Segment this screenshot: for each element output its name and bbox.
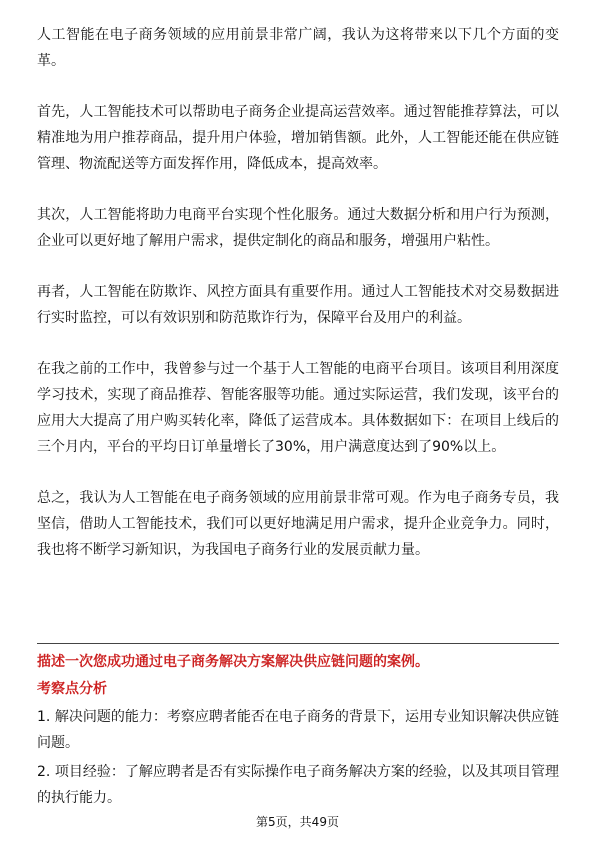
question-title: 描述一次您成功通过电子商务解决方案解决供应链问题的案例。 [37,654,429,670]
paragraph-conclusion: 总之，我认为人工智能在电子商务领域的应用前景非常可观。作为电子商务专员，我坚信，借助人工智能技术，我们可以更好地满足用户需求，提升企业竞争力。同时，我也将不断学习新知识，为我国电子商务行业的发展贡献力量。 [37,490,559,558]
analysis-point-problem-solving: 1. 解决问题的能力：考察应聘者能否在电子商务的背景下，运用专业知识解决供应链问题。 [37,709,559,751]
paragraph-fraud-control: 再者，人工智能在防欺诈、风控方面具有重要作用。通过人工智能技术对交易数据进行实时监控，可以有效识别和防范欺诈行为，保障平台及用户的利益。 [37,284,559,326]
paragraph-efficiency: 首先，人工智能技术可以帮助电子商务企业提高运营效率。通过智能推荐算法，可以精准地为用户推荐商品，提升用户体验，增加销售额。此外，人工智能还能在供应链管理、物流配送等方面发挥作用，降低成本，提高效率。 [37,104,559,172]
section-divider [37,643,559,644]
analysis-point-project-experience: 2. 项目经验：了解应聘者是否有实际操作电子商务解决方案的经验，以及其项目管理的执行能力。 [37,764,559,806]
analysis-heading: 考察点分析 [37,681,107,697]
paragraph-project-experience: 在我之前的工作中，我曾参与过一个基于人工智能的电商平台项目。该项目利用深度学习技术，实现了商品推荐、智能客服等功能。通过实际运营，我们发现，该平台的应用大大提高了用户购买转化率，降低了运营成本。具体数据如下：在项目上线后的三个月内，平台的平均日订单量增长了30%，用户满意度达到了90%以上。 [37,361,559,455]
page-number: 第5页，共49页 [256,815,339,829]
paragraph-intro: 人工智能在电子商务领域的应用前景非常广阔，我认为这将带来以下几个方面的变革。 [37,27,559,69]
question-section [37,650,559,814]
paragraph-personalization: 其次，人工智能将助力电商平台实现个性化服务。通过大数据分析和用户行为预测，企业可以更好地了解用户需求，提供定制化的商品和服务，增强用户粘性。 [37,207,559,249]
answer-body [37,22,559,563]
